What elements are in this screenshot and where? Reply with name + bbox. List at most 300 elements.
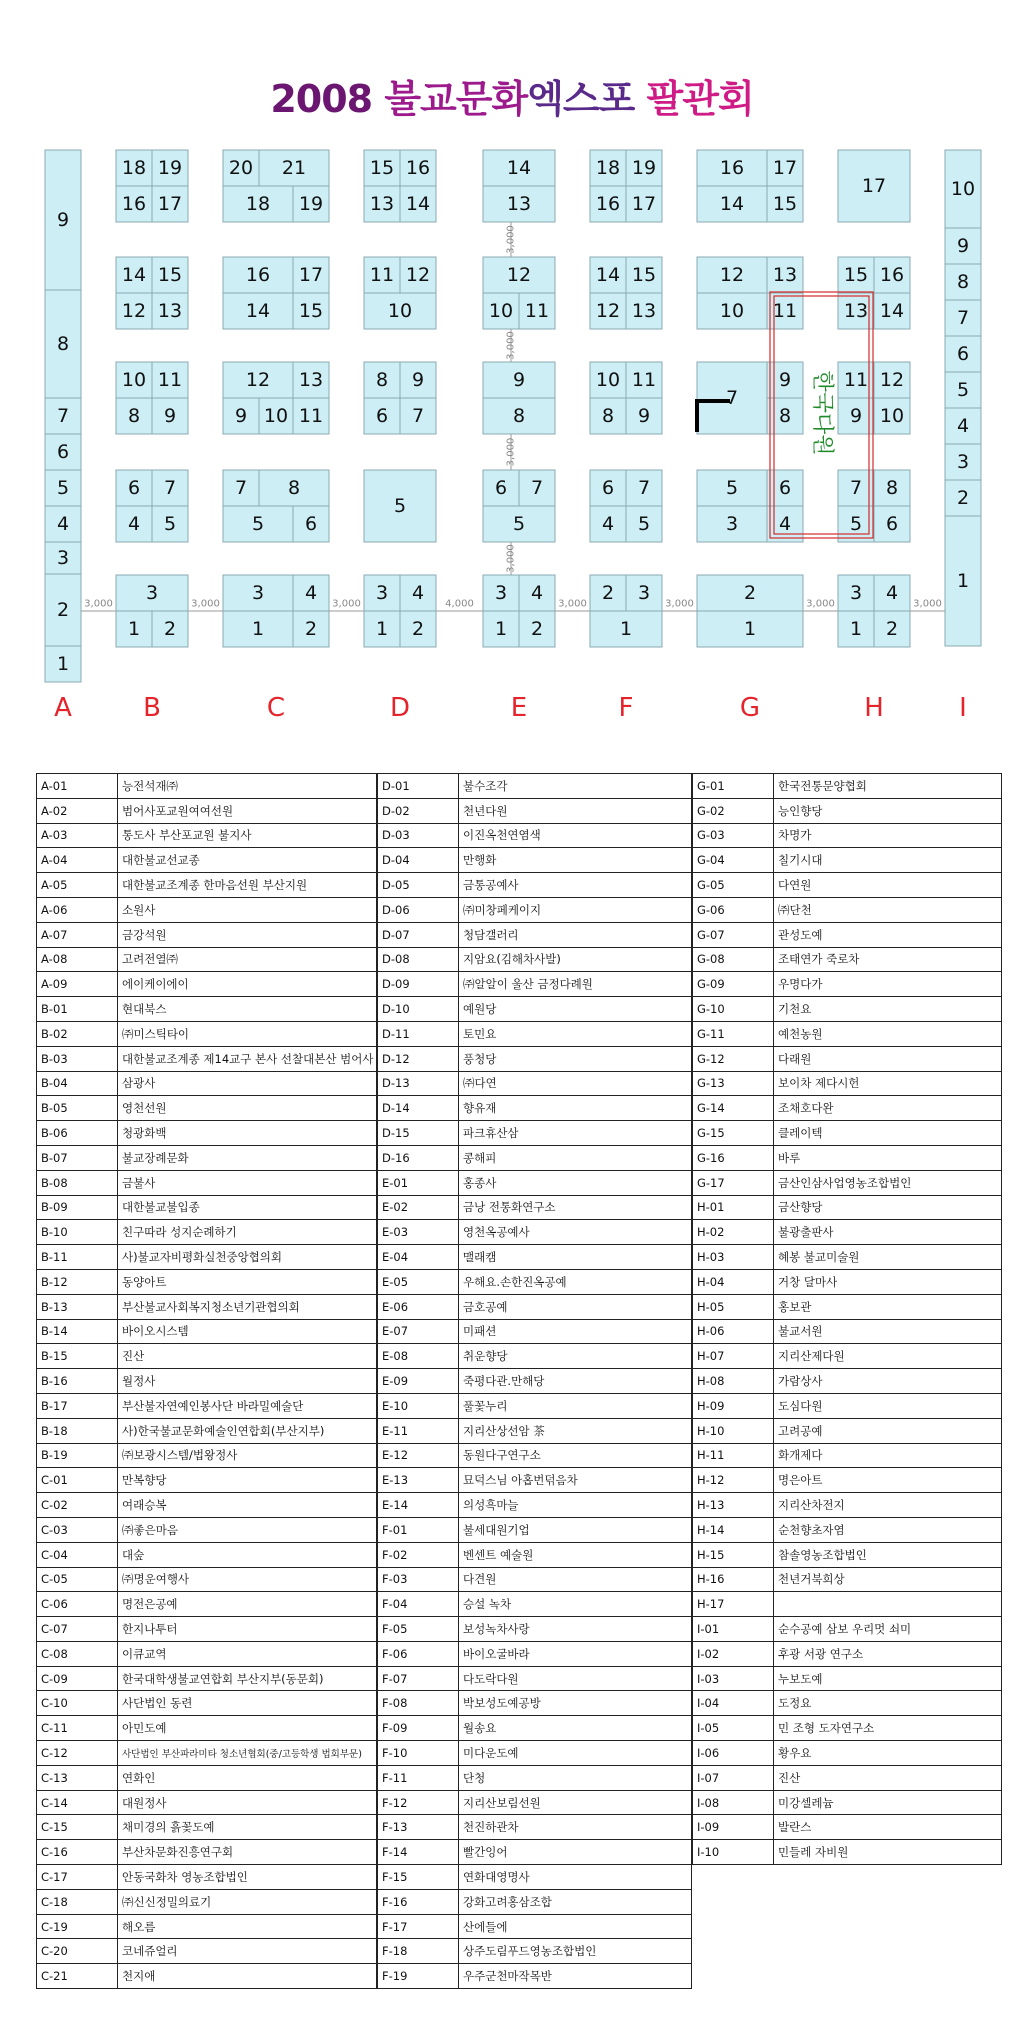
booth-code: E-14 — [378, 1493, 459, 1518]
exhibitor-name: 누보도예 — [774, 1666, 1002, 1691]
exhibitor-name: 보이차 제다시헌 — [774, 1071, 1002, 1096]
exhibitor-name: 홍종사 — [459, 1170, 692, 1195]
exhibitor-name: 취운향당 — [459, 1344, 692, 1369]
booth-code: A-02 — [37, 798, 118, 823]
booth-number: 4 — [304, 582, 318, 604]
booth-code: E-03 — [378, 1220, 459, 1245]
exhibitor-name: 능인향당 — [774, 798, 1002, 823]
booth-number: 17 — [157, 193, 183, 215]
booth-code: B-04 — [37, 1071, 118, 1096]
booth-code: C-04 — [37, 1542, 118, 1567]
booth-number: 6 — [375, 405, 389, 427]
booth-number: 13 — [772, 264, 798, 286]
exhibitor-name: 화개제다 — [774, 1443, 1002, 1468]
booth-code: E-09 — [378, 1369, 459, 1394]
booth-number: 2 — [601, 582, 615, 604]
exhibitor-name: 금산인삼사업영농조합법인 — [774, 1170, 1002, 1195]
exhibitor-name: 연화인 — [118, 1765, 377, 1790]
exhibitor-name: ㈜단천 — [774, 897, 1002, 922]
booth-number: 6 — [304, 513, 318, 535]
exhibitor-name: 강화고려홍삼조합 — [459, 1889, 692, 1914]
exhibitor-name: 의성흑마늘 — [459, 1493, 692, 1518]
booth-number: 4 — [411, 582, 425, 604]
exhibitor-row — [693, 1046, 1002, 1071]
exhibitor-row — [378, 1840, 692, 1865]
booth-code: C-03 — [37, 1517, 118, 1542]
booth-code: C-02 — [37, 1493, 118, 1518]
booth-code: D-02 — [378, 798, 459, 823]
exhibitor-row — [378, 1592, 692, 1617]
exhibitor-name: 민 조형 도자연구소 — [774, 1716, 1002, 1741]
exhibitor-row — [378, 897, 692, 922]
booth-number: 4 — [956, 415, 970, 437]
exhibitor-row — [37, 873, 377, 898]
exhibitor-row — [37, 1493, 377, 1518]
exhibitor-name: 승설 녹차 — [459, 1592, 692, 1617]
exhibitor-row — [37, 1121, 377, 1146]
booth-code: F-18 — [378, 1939, 459, 1964]
exhibitor-row — [693, 947, 1002, 972]
exhibitor-name: 명은아트 — [774, 1468, 1002, 1493]
exhibitor-row — [378, 1195, 692, 1220]
booth-code: G-06 — [693, 897, 774, 922]
exhibitor-row — [37, 1170, 377, 1195]
exhibitor-row — [378, 922, 692, 947]
booth-number: 16 — [879, 264, 905, 286]
booth-number: 9 — [637, 405, 651, 427]
exhibitor-row — [693, 1443, 1002, 1468]
booth-number: 13 — [506, 193, 532, 215]
exhibitor-name: 민들레 자비원 — [774, 1840, 1002, 1865]
exhibitor-row — [378, 1964, 692, 1989]
booth-code: H-06 — [693, 1319, 774, 1344]
exhibitor-name: 금통공예사 — [459, 873, 692, 898]
booth-code: G-13 — [693, 1071, 774, 1096]
booth-code: E-11 — [378, 1418, 459, 1443]
exhibitor-row — [378, 848, 692, 873]
booth-row-f — [590, 150, 662, 647]
booth-code: C-01 — [37, 1468, 118, 1493]
exhibitor-row — [37, 1691, 377, 1716]
booth-code: H-14 — [693, 1517, 774, 1542]
exhibitor-name: 영천선원 — [118, 1096, 377, 1121]
exhibitor-name: 예천농원 — [774, 1021, 1002, 1046]
booth-code: B-19 — [37, 1443, 118, 1468]
booth-row-e — [483, 150, 555, 647]
booth-number: 9 — [778, 369, 792, 391]
booth-code: D-15 — [378, 1121, 459, 1146]
booth-number: 10 — [879, 405, 905, 427]
booth-code: C-09 — [37, 1666, 118, 1691]
booth-number: 8 — [512, 405, 526, 427]
exhibitor-row — [378, 1790, 692, 1815]
booth-code: I-03 — [693, 1666, 774, 1691]
exhibitor-row — [37, 1418, 377, 1443]
booth-number: 6 — [127, 477, 141, 499]
exhibitor-row — [37, 774, 377, 799]
booth-number: 8 — [287, 477, 301, 499]
booth-code: C-06 — [37, 1592, 118, 1617]
booth-code: C-12 — [37, 1741, 118, 1766]
exhibitor-name: 대한불교조계종 한마음선원 부산지원 — [118, 873, 377, 898]
booth-code: B-13 — [37, 1294, 118, 1319]
exhibitor-name: 고려전열㈜ — [118, 947, 377, 972]
exhibitor-name: 우명다가 — [774, 972, 1002, 997]
booth-number: 18 — [121, 157, 147, 179]
booth-code: I-09 — [693, 1815, 774, 1840]
exhibitor-name: 지리산차전지 — [774, 1493, 1002, 1518]
row-label-h: H — [864, 693, 884, 723]
booth-number: 11 — [157, 369, 183, 391]
exhibitor-name: ㈜알알이 울산 금정다례원 — [459, 972, 692, 997]
booth-number: 16 — [121, 193, 147, 215]
booth-code: G-17 — [693, 1170, 774, 1195]
booth-code: C-19 — [37, 1914, 118, 1939]
exhibitor-row — [693, 873, 1002, 898]
booth-number: 4 — [601, 513, 615, 535]
booth-code: I-08 — [693, 1790, 774, 1815]
booth-number: 8 — [778, 405, 792, 427]
booth-number: 19 — [631, 157, 657, 179]
exhibitor-row — [378, 1046, 692, 1071]
booth-number: 4 — [778, 513, 792, 535]
exhibitor-row — [37, 1641, 377, 1666]
dimension-label: 3,000 — [505, 331, 517, 360]
booth-code: B-03 — [37, 1046, 118, 1071]
booth-code: F-14 — [378, 1840, 459, 1865]
booth-code: I-04 — [693, 1691, 774, 1716]
booth-row-d — [364, 150, 436, 647]
exhibitor-name: 천년거북희상 — [774, 1567, 1002, 1592]
booth-code: H-10 — [693, 1418, 774, 1443]
exhibitor-row — [693, 1071, 1002, 1096]
exhibitor-row — [378, 1145, 692, 1170]
booth-number: 5 — [512, 513, 526, 535]
booth-code: H-01 — [693, 1195, 774, 1220]
exhibitor-row — [693, 1468, 1002, 1493]
exhibitor-name: 연화대영명사 — [459, 1865, 692, 1890]
booth-number: 2 — [163, 618, 177, 640]
exhibitor-name: 맬래캠 — [459, 1245, 692, 1270]
booth-code: F-02 — [378, 1542, 459, 1567]
row-label-f: F — [618, 693, 634, 723]
exhibitor-name: 금산향당 — [774, 1195, 1002, 1220]
exhibitor-row — [37, 897, 377, 922]
booth-row-h — [838, 150, 910, 647]
booth-code: F-03 — [378, 1567, 459, 1592]
exhibitor-name: 박보성도예공방 — [459, 1691, 692, 1716]
exhibitor-row — [37, 1542, 377, 1567]
exhibitor-name: 기천요 — [774, 997, 1002, 1022]
exhibitor-name: 지암요(김해차사발) — [459, 947, 692, 972]
booth-code: G-16 — [693, 1145, 774, 1170]
exhibitor-name: 미패션 — [459, 1319, 692, 1344]
exhibitor-row — [37, 1046, 377, 1071]
booth-number: 19 — [157, 157, 183, 179]
booth-number: 5 — [393, 495, 407, 517]
booth-row-g — [697, 150, 803, 647]
booth-number: 15 — [369, 157, 395, 179]
exhibitor-row — [693, 1840, 1002, 1865]
exhibitor-row — [37, 1790, 377, 1815]
booth-code: F-07 — [378, 1666, 459, 1691]
exhibitor-name: 대한불교조계종 제14교구 본사 선찰대본산 범어사 — [118, 1046, 377, 1071]
exhibitor-name: 동양아트 — [118, 1269, 377, 1294]
exhibitor-name: 단청 — [459, 1765, 692, 1790]
booth-code: H-15 — [693, 1542, 774, 1567]
booth-code: D-07 — [378, 922, 459, 947]
exhibitor-name: 천지애 — [118, 1964, 377, 1989]
exhibitor-name: 조태연가 죽로차 — [774, 947, 1002, 972]
booth-code: E-05 — [378, 1269, 459, 1294]
booth-number: 4 — [56, 513, 70, 535]
booth-code: G-04 — [693, 848, 774, 873]
exhibitor-table-d-f — [377, 773, 692, 1989]
booth-code: A-07 — [37, 922, 118, 947]
exhibitor-row — [693, 1418, 1002, 1443]
booth-number: 14 — [405, 193, 431, 215]
booth-code: B-17 — [37, 1393, 118, 1418]
booth-code: C-11 — [37, 1716, 118, 1741]
booth-number: 6 — [601, 477, 615, 499]
booth-number: 9 — [849, 405, 863, 427]
exhibitor-name: 가람상사 — [774, 1369, 1002, 1394]
exhibitor-name: 다견원 — [459, 1567, 692, 1592]
booth-number: 1 — [956, 570, 970, 592]
exhibitor-name: 황우요 — [774, 1741, 1002, 1766]
booth-number: 1 — [849, 618, 863, 640]
exhibitor-row — [378, 1939, 692, 1964]
booth-number: 10 — [950, 178, 976, 200]
exhibitor-name: ㈜보광시스템/법왕정사 — [118, 1443, 377, 1468]
exhibitor-row — [378, 1617, 692, 1642]
exhibitor-name: 범어사포교원여여선원 — [118, 798, 377, 823]
booth-number: 5 — [251, 513, 265, 535]
booth-number: 17 — [298, 264, 324, 286]
booth-code: F-08 — [378, 1691, 459, 1716]
booth-number: 12 — [879, 369, 905, 391]
exhibitor-row — [37, 798, 377, 823]
booth-number: 14 — [245, 300, 271, 322]
booth-code: F-11 — [378, 1765, 459, 1790]
exhibitor-row — [37, 1567, 377, 1592]
row-label-a: A — [54, 693, 72, 723]
booth-code: E-04 — [378, 1245, 459, 1270]
booth-number: 7 — [411, 405, 425, 427]
exhibitor-name: 바루 — [774, 1145, 1002, 1170]
exhibitor-name: 발란스 — [774, 1815, 1002, 1840]
exhibitor-table-a-c — [36, 773, 377, 1989]
booth-number: 7 — [163, 477, 177, 499]
exhibitor-row — [693, 1493, 1002, 1518]
exhibitor-row — [378, 1369, 692, 1394]
booth-number: 16 — [595, 193, 621, 215]
exhibitor-row — [693, 1369, 1002, 1394]
exhibitor-name: 금낭 전통화연구소 — [459, 1195, 692, 1220]
exhibitor-name: 죽평다관.만해당 — [459, 1369, 692, 1394]
exhibitor-row — [37, 823, 377, 848]
exhibitor-name: 금강석원 — [118, 922, 377, 947]
booth-code: A-01 — [37, 774, 118, 799]
exhibitor-name: 도정요 — [774, 1691, 1002, 1716]
exhibitor-name: 대원정사 — [118, 1790, 377, 1815]
exhibitor-name: ㈜신신정밀의료기 — [118, 1889, 377, 1914]
booth-number: 12 — [506, 264, 532, 286]
exhibitor-row — [378, 1542, 692, 1567]
exhibitor-name: 진산 — [118, 1344, 377, 1369]
exhibitor-row — [693, 798, 1002, 823]
booth-number: 13 — [298, 369, 324, 391]
booth-code: D-11 — [378, 1021, 459, 1046]
booth-code: C-07 — [37, 1617, 118, 1642]
booth-number: 9 — [512, 369, 526, 391]
exhibitor-name: 순천향초자염 — [774, 1517, 1002, 1542]
exhibitor-row — [693, 1592, 1002, 1617]
exhibitor-name: 콩해피 — [459, 1145, 692, 1170]
booth-code: I-10 — [693, 1840, 774, 1865]
exhibitor-row — [693, 823, 1002, 848]
exhibitor-row — [378, 798, 692, 823]
booth-number: 4 — [127, 513, 141, 535]
exhibitor-row — [378, 823, 692, 848]
booth-code: G-10 — [693, 997, 774, 1022]
booth-number: 18 — [245, 193, 271, 215]
booth-number: 11 — [369, 264, 395, 286]
booth-code: G-15 — [693, 1121, 774, 1146]
exhibitor-row — [378, 1691, 692, 1716]
exhibitor-name: 대숲 — [118, 1542, 377, 1567]
exhibitor-row — [693, 1096, 1002, 1121]
booth-number: 8 — [375, 369, 389, 391]
exhibitor-name: 현대북스 — [118, 997, 377, 1022]
booth-number: 7 — [530, 477, 544, 499]
row-label-b: B — [143, 693, 161, 723]
exhibitor-row — [37, 1145, 377, 1170]
booth-number: 8 — [127, 405, 141, 427]
booth-code: B-12 — [37, 1269, 118, 1294]
booth-number: 1 — [56, 653, 70, 675]
exhibitor-name: 홍보관 — [774, 1294, 1002, 1319]
booth-code: D-13 — [378, 1071, 459, 1096]
exhibitor-name: 삼광사 — [118, 1071, 377, 1096]
exhibitor-row — [37, 1716, 377, 1741]
dimension-label: 3,000 — [505, 437, 517, 467]
booth-number: 10 — [488, 300, 514, 322]
exhibitor-name: 묘덕스님 아홉번덖음차 — [459, 1468, 692, 1493]
booth-code: D-05 — [378, 873, 459, 898]
exhibitor-row — [378, 1269, 692, 1294]
exhibitor-name: 명전은공예 — [118, 1592, 377, 1617]
exhibitor-name: 채미경의 흙꽃도예 — [118, 1815, 377, 1840]
booth-code: C-15 — [37, 1815, 118, 1840]
dimension-label: 3,000 — [191, 598, 220, 610]
exhibitor-row — [37, 1195, 377, 1220]
booth-number: 13 — [631, 300, 657, 322]
exhibitor-name: 천진하관차 — [459, 1815, 692, 1840]
exhibitor-row — [693, 774, 1002, 799]
exhibitor-name: 바이오굴바라 — [459, 1641, 692, 1666]
exhibitor-row — [37, 972, 377, 997]
exhibitor-row — [693, 922, 1002, 947]
exhibitor-row — [378, 1393, 692, 1418]
booth-code: D-16 — [378, 1145, 459, 1170]
exhibitor-name: 월송요 — [459, 1716, 692, 1741]
booth-number: 14 — [506, 157, 532, 179]
exhibitor-name: 순수공예 삼보 우리멋 쇠미 — [774, 1617, 1002, 1642]
exhibitor-row — [37, 1939, 377, 1964]
booth-code: H-08 — [693, 1369, 774, 1394]
booth-code: B-10 — [37, 1220, 118, 1245]
dimension-label: 3,000 — [505, 225, 517, 254]
booth-number: 9 — [956, 235, 970, 257]
exhibitor-row — [693, 1145, 1002, 1170]
exhibitor-name: 진산 — [774, 1765, 1002, 1790]
booth-code: C-05 — [37, 1567, 118, 1592]
exhibitor-name: 향유재 — [459, 1096, 692, 1121]
exhibitor-name: 여래승복 — [118, 1493, 377, 1518]
exhibitor-name: 고려공예 — [774, 1418, 1002, 1443]
booth-row-i — [945, 150, 981, 646]
exhibitor-name: 상주도림푸드영농조합법인 — [459, 1939, 692, 1964]
booth-number: 11 — [843, 369, 869, 391]
exhibitor-row — [693, 1294, 1002, 1319]
exhibitor-name: ㈜좋은마음 — [118, 1517, 377, 1542]
booth-code: D-03 — [378, 823, 459, 848]
exhibitor-row — [378, 1443, 692, 1468]
booth-code: F-06 — [378, 1641, 459, 1666]
booth-number: 8 — [56, 333, 70, 355]
exhibitor-name: 영천옥공예사 — [459, 1220, 692, 1245]
booth-code: B-11 — [37, 1245, 118, 1270]
dimension-label: 4,000 — [445, 598, 474, 610]
korean-tea-pavilion-label: 한국다원 — [809, 370, 835, 456]
booth-number: 7 — [725, 387, 739, 409]
dimension-label: 3,000 — [505, 544, 517, 573]
booth-number: 11 — [524, 300, 550, 322]
dimension-label: 3,000 — [665, 598, 694, 610]
booth-code: B-05 — [37, 1096, 118, 1121]
exhibitor-name: 불교장례문화 — [118, 1145, 377, 1170]
booth-code: C-10 — [37, 1691, 118, 1716]
booth-number: 20 — [228, 157, 254, 179]
dimension-label: 3,000 — [806, 598, 835, 610]
booth-number: 1 — [251, 618, 265, 640]
booth-number: 14 — [595, 264, 621, 286]
exhibitor-row — [693, 1716, 1002, 1741]
exhibitor-row — [693, 1666, 1002, 1691]
exhibitor-row — [693, 1765, 1002, 1790]
exhibitor-name: 사)한국불교문화예술인연합회(부산지부) — [118, 1418, 377, 1443]
booth-number: 11 — [631, 369, 657, 391]
booth-code: B-07 — [37, 1145, 118, 1170]
exhibitor-name: 우해요.손한진옥공예 — [459, 1269, 692, 1294]
exhibitor-row — [693, 1790, 1002, 1815]
title-buddhist-culture: 불교문화 — [384, 77, 528, 121]
row-label-d: D — [389, 693, 411, 723]
exhibitor-name: 금호공예 — [459, 1294, 692, 1319]
exhibitor-row — [37, 1741, 377, 1766]
exhibitor-name: 불세대원기업 — [459, 1517, 692, 1542]
booth-code: C-14 — [37, 1790, 118, 1815]
booth-number: 3 — [849, 582, 863, 604]
booth-code: B-16 — [37, 1369, 118, 1394]
booth-code: B-08 — [37, 1170, 118, 1195]
booth-code: D-09 — [378, 972, 459, 997]
booth-code: G-07 — [693, 922, 774, 947]
booth-number: 11 — [772, 300, 798, 322]
dimension-label: 3,000 — [913, 598, 942, 610]
exhibitor-row — [693, 1269, 1002, 1294]
